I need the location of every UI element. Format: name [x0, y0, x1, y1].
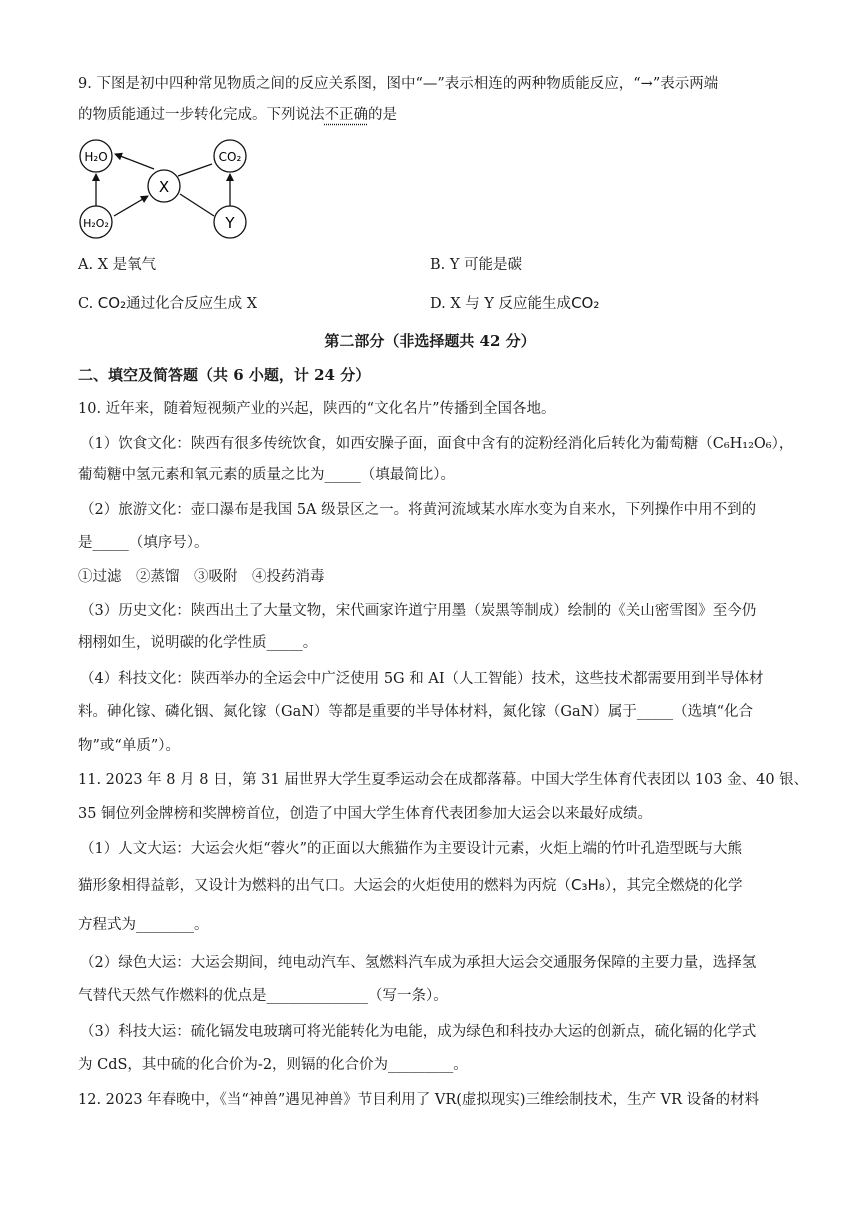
- section2-title: 二、填空及简答题（共 6 小题，计 24 分）: [78, 366, 371, 384]
- q9-option-d: [430, 292, 599, 315]
- q11-propane-formula: C₃H₈: [571, 876, 605, 894]
- q11-part1-line2-b: ），其完全燃烧的化学: [604, 878, 743, 894]
- q10-part3-line2: 栩栩如生，说明碳的化学性质_____。: [78, 635, 318, 651]
- q11-part3-line1: （3）科技大运：硫化镉发电玻璃可将光能转化为电能，成为绿色和科技办大运的创新点，硫化镉的化学式: [80, 1024, 757, 1040]
- q9-option-d-text: D. X 与 Y 反应能生成: [430, 296, 572, 312]
- q9-option-a: A. X 是氧气: [78, 257, 157, 273]
- q9-emphasis-not-correct: 不正确: [324, 107, 368, 123]
- q9-option-b: B. Y 可能是碳: [430, 257, 523, 273]
- q10-part1-line1: （1）饮食文化：陕西有很多传统饮食，如西安臊子面，面食中含有的淀粉经消化后转化为葡萄糖（C₆H₁₂O₆），: [80, 436, 794, 452]
- q10-part4-line2: 料。砷化镓、磷化铟、氮化镓（GaN）等都是重要的半导体材料，氮化镓（GaN）属于_____（选填“化合: [78, 704, 753, 720]
- q9-line2: [78, 104, 790, 126]
- node-co2-label: CO₂: [218, 150, 242, 164]
- line-x-y: [180, 194, 214, 216]
- q10-part3-line1: （3）历史文化：陕西出土了大量文物，宋代画家许道宁用墨（炭黑等制成）绘制的《关山密雪图》至今仍: [80, 603, 757, 619]
- q11-part1-line1: （1）人文大运：大运会火炬“蓉火”的正面以大熊猫作为主要设计元素，火炬上端的竹叶孔造型既与大熊: [80, 841, 743, 857]
- q10-part2-line2: 是_____（填序号）。: [78, 535, 209, 551]
- q10-part2-line1: （2）旅游文化：壶口瀑布是我国 5A 级景区之一。将黄河流域某水库水变为自来水，下列操作中用不到的: [80, 502, 757, 518]
- q10-stem: 10. 近年来，随着短视频产业的兴起，陕西的“文化名片”传播到全国各地。: [78, 401, 556, 417]
- q9-option-d-formula: CO₂: [571, 294, 600, 312]
- q9-option-c: [78, 292, 257, 315]
- part2-title: 第二部分（非选择题共 42 分）: [324, 332, 536, 350]
- arrow-x-to-h2o: [115, 154, 154, 169]
- line-x-co2: [178, 164, 212, 176]
- q9-line1: 9. 下图是初中四种常见物质之间的反应关系图，图中“—”表示相连的两种物质能反应，“→”表示两端: [78, 76, 719, 92]
- q11-part3-line2: 为 CdS，其中硫的化合价为-2，则镉的化合价为_________。: [78, 1057, 468, 1073]
- node-h2o2-label: H₂O₂: [83, 217, 109, 230]
- q11-part1-line2-a: 猫形象相得益彰，又设计为燃料的出气口。大运会的火炬使用的燃料为丙烷（: [78, 878, 571, 894]
- q9-option-c-text: 通过化合反应生成 X: [126, 296, 258, 312]
- q12-stem-line1: 12. 2023 年春晚中，《当“神兽”遇见神兽》节目利用了 VR(虚拟现实)三维绘制技术，生产 VR 设备的材料: [78, 1092, 760, 1108]
- q10-part4-line3: 物”或“单质”）。: [78, 738, 180, 754]
- q11-part2-line2: 气替代天然气作燃料的优点是______________（写一条）。: [78, 988, 448, 1004]
- q10-part2-options: ①过滤 ②蒸馏 ③吸附 ④投药消毒: [78, 569, 325, 585]
- q9-option-c-prefix: C.: [78, 296, 98, 312]
- q10-part4-line1: （4）科技文化：陕西举办的全运会中广泛使用 5G 和 AI（人工智能）技术，这些技术都需要用到半导体材: [80, 671, 764, 687]
- q11-stem-line1: 11. 2023 年 8 月 8 日，第 31 届世界大学生夏季运动会在成都落幕。中国大学生体育代表团以 103 金、40 银、: [78, 772, 809, 788]
- q11-part1-line3: 方程式为________。: [78, 917, 209, 933]
- arrow-h2o2-to-x: [114, 196, 148, 216]
- q9-line2-a: 的物质能通过一步转化完成。下列说法: [78, 107, 325, 123]
- q10-part1-line2: 葡萄糖中氢元素和氧元素的质量之比为_____（填最简比）。: [78, 467, 455, 483]
- node-y-label: Y: [225, 214, 235, 232]
- node-h2o-label: H₂O: [84, 150, 108, 164]
- q11-part1-line2: [78, 874, 790, 897]
- q11-part2-line1: （2）绿色大运：大运会期间，纯电动汽车、氢燃料汽车成为承担大运会交通服务保障的主要力量，选择氢: [80, 955, 757, 971]
- node-x-label: X: [158, 178, 170, 196]
- q11-stem-line2: 35 铜位列金牌榜和奖牌榜首位，创造了中国大学生体育代表团参加大运会以来最好成绩。: [78, 806, 653, 822]
- q9-option-c-formula: CO₂: [97, 294, 127, 312]
- q9-line2-c: 的是: [368, 107, 397, 123]
- reaction-diagram: [72, 136, 262, 248]
